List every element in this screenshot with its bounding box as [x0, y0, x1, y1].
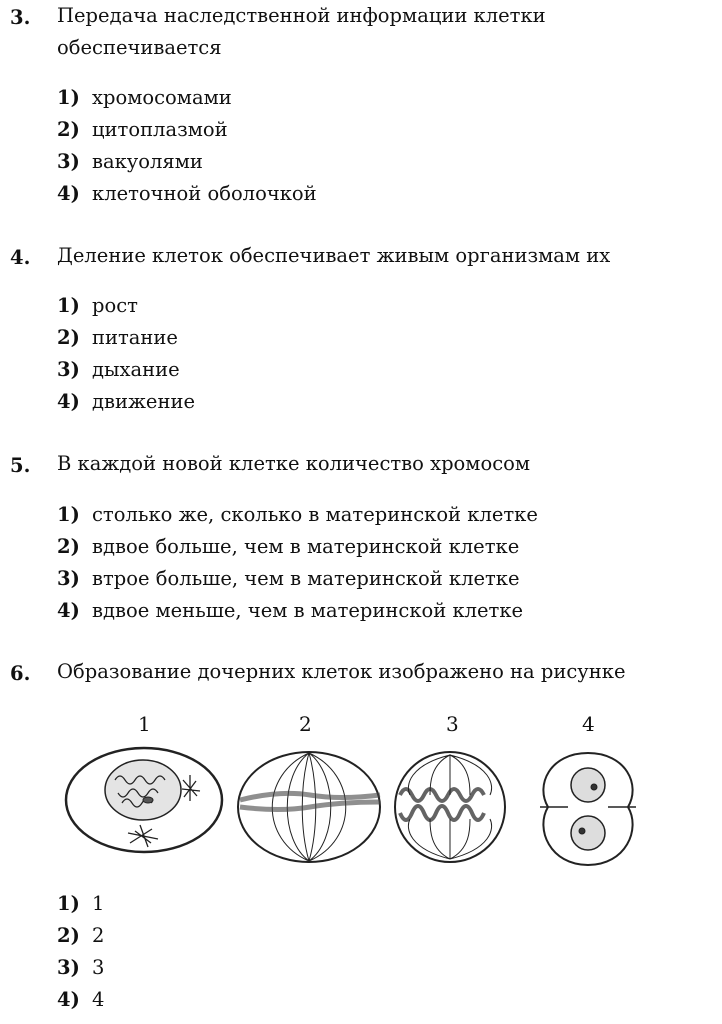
cell-metaphase — [238, 752, 380, 862]
figure-label: 3 — [446, 712, 459, 736]
question-number: 5. — [10, 454, 31, 477]
question-text: Образование дочерних клеток изображено на рисунке — [57, 660, 626, 683]
answer-option: 3) дыхание — [57, 358, 180, 381]
answer-option: 3) вакуолями — [57, 150, 203, 173]
question-number: 4. — [10, 246, 31, 269]
answer-option: 2) вдвое больше, чем в материнской клетке — [57, 535, 520, 558]
cell-division-figure — [0, 745, 722, 870]
question-text: В каждой новой клетке количество хромосом — [57, 452, 531, 475]
question-number: 3. — [10, 6, 31, 29]
cell-prophase — [66, 748, 222, 852]
cell-anaphase — [395, 752, 505, 862]
answer-option: 2) питание — [57, 326, 178, 349]
answer-option: 4) движение — [57, 390, 195, 413]
answer-option: 4) клеточной оболочкой — [57, 182, 317, 205]
question-text: Деление клеток обеспечивает живым организмам их — [57, 244, 611, 267]
answer-option: 3) 3 — [57, 956, 105, 979]
question-number: 6. — [10, 662, 31, 685]
answer-option: 3) втрое больше, чем в материнской клетке — [57, 567, 520, 590]
figure-label: 4 — [582, 712, 595, 736]
answer-option: 2) 2 — [57, 924, 105, 947]
answer-option: 4) вдвое меньше, чем в материнской клетке — [57, 599, 524, 622]
figure-label: 2 — [299, 712, 312, 736]
answer-option: 2) цитоплазмой — [57, 118, 228, 141]
answer-option: 4) 4 — [57, 988, 105, 1011]
answer-option: 1) хромосомами — [57, 86, 232, 109]
answer-option: 1) столько же, сколько в материнской клетке — [57, 503, 538, 526]
figure-label: 1 — [138, 712, 151, 736]
cell-telophase — [540, 753, 636, 865]
question-text: Передача наследственной информации клетки обеспечивается — [57, 4, 546, 59]
answer-option: 1) рост — [57, 294, 138, 317]
answer-option: 1) 1 — [57, 892, 105, 915]
